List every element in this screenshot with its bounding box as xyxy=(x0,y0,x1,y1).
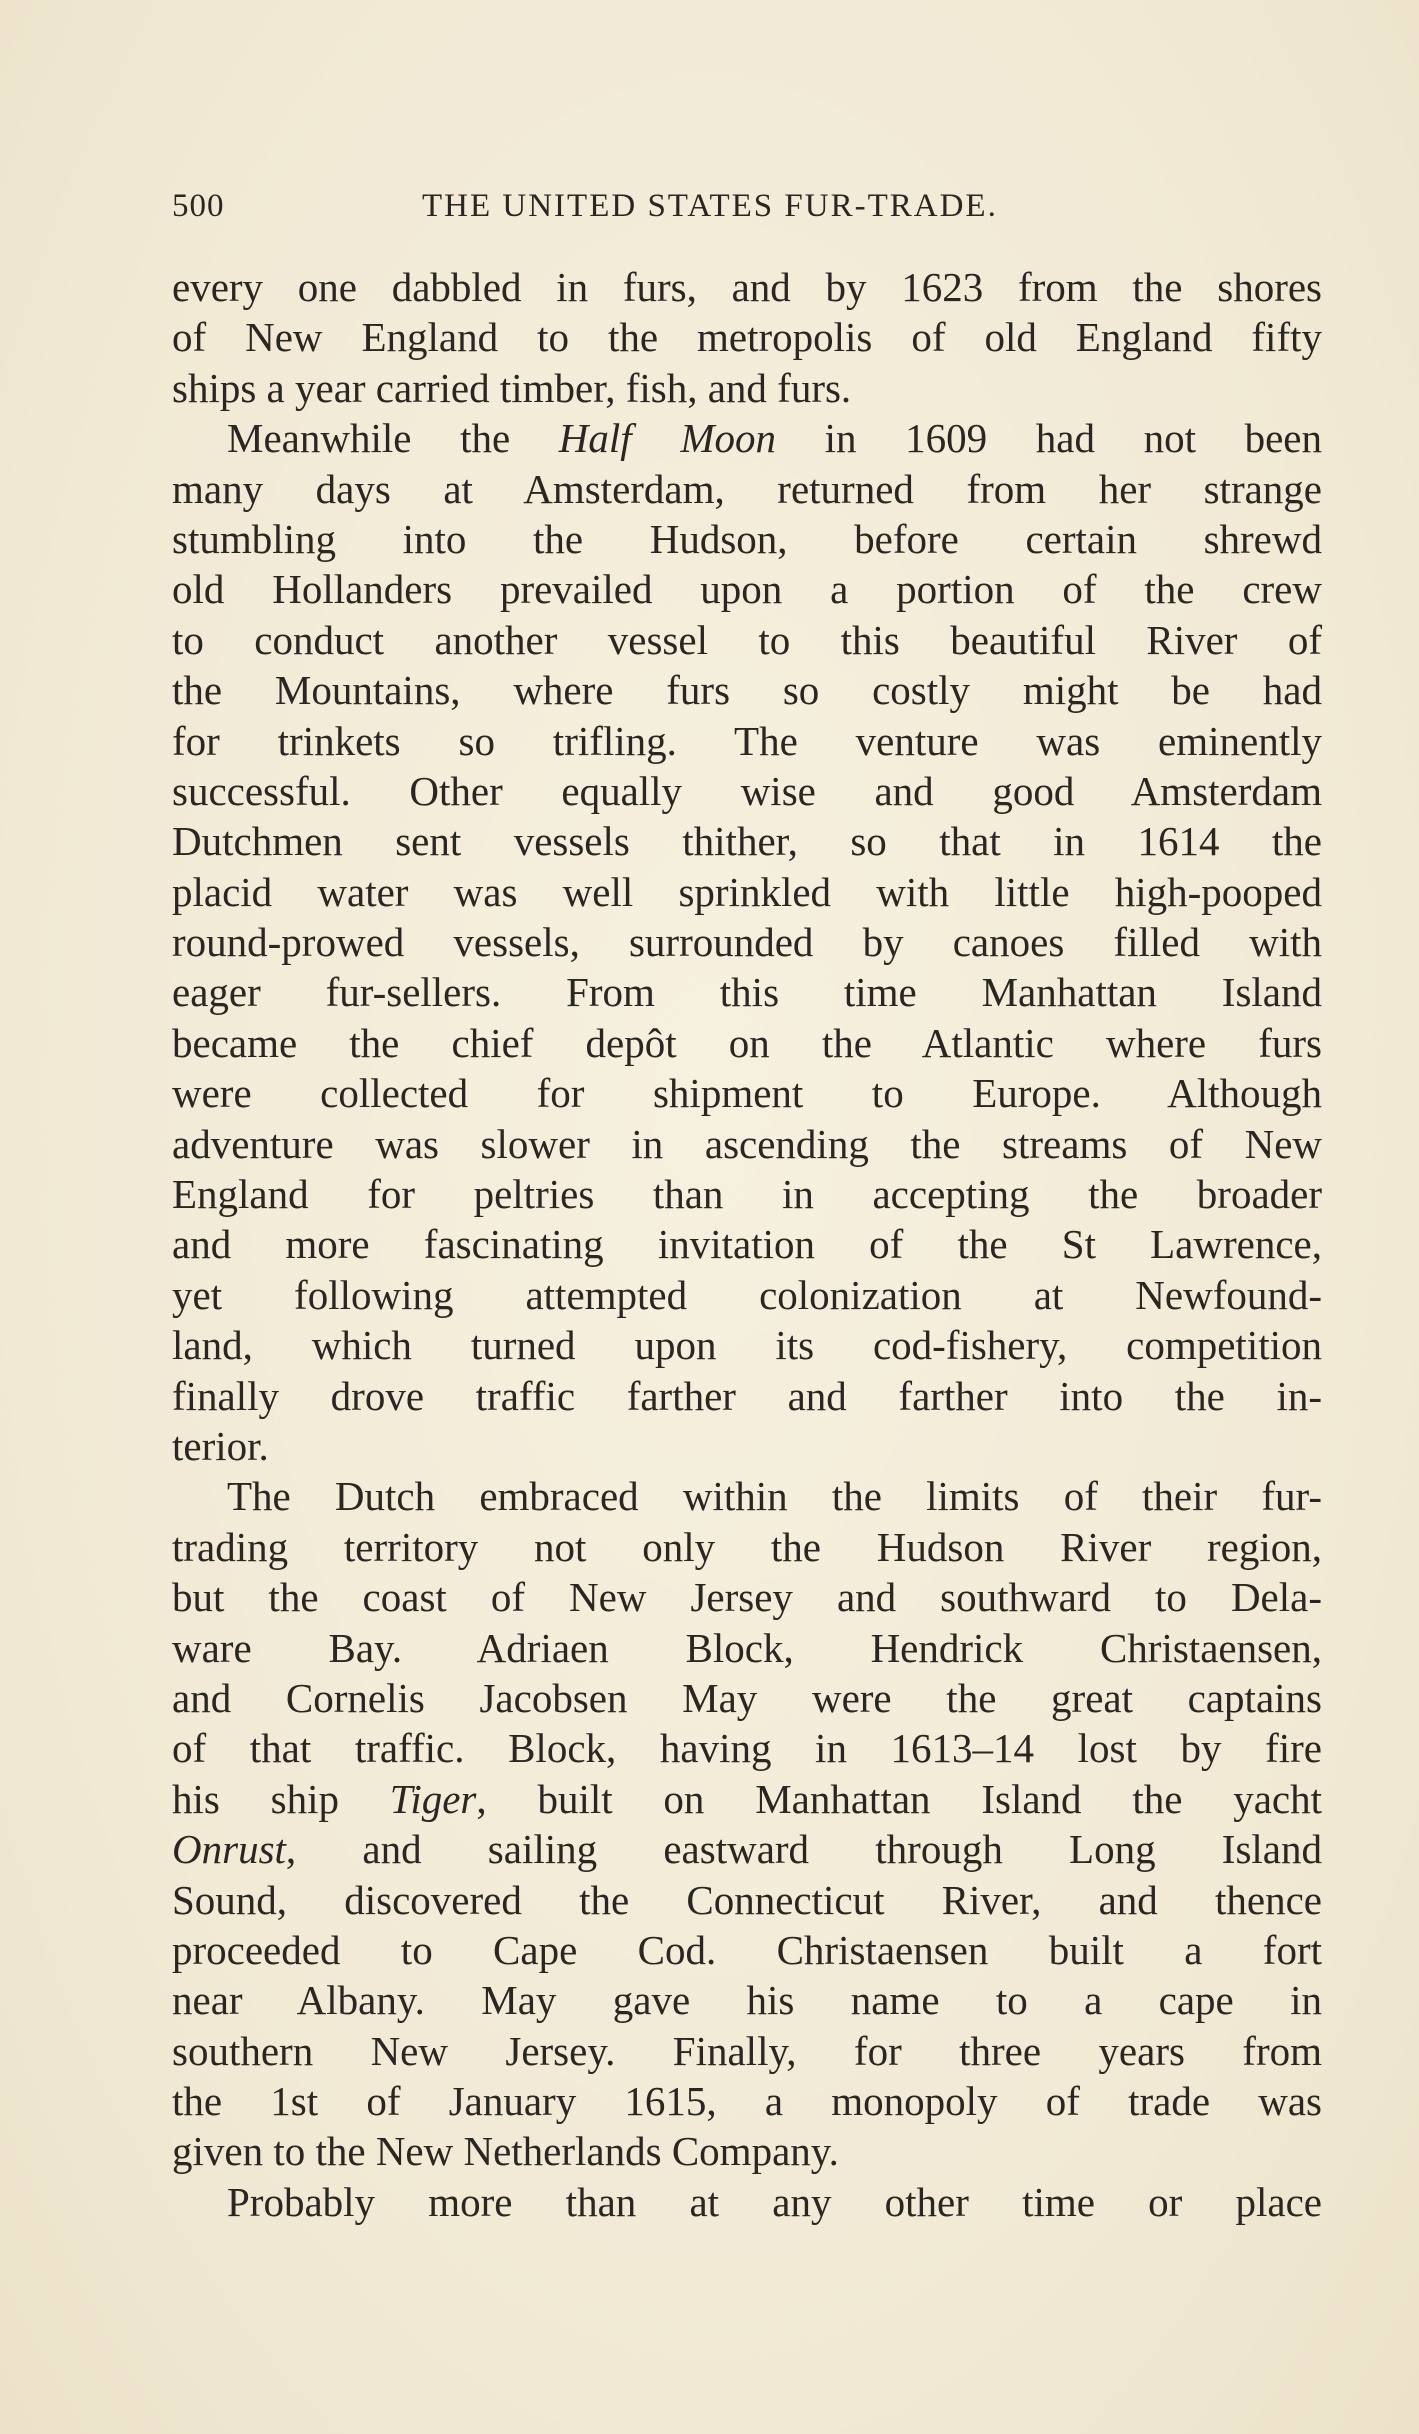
text-line: to conduct another vessel to this beautiful River of xyxy=(172,616,1322,663)
text-line: for trinkets so trifling. The venture was eminently xyxy=(172,717,1322,764)
text-line: eager fur-sellers. From this time Manhattan Island xyxy=(172,969,1322,1016)
text-line: placid water was well sprinkled with little high-pooped xyxy=(172,868,1322,915)
body-text xyxy=(172,262,1322,2227)
text-line: every one dabbled in furs, and by 1623 from the shores xyxy=(172,264,1322,310)
running-title: THE UNITED STATES FUR-TRADE. xyxy=(422,188,998,224)
text-line: land, which turned upon its cod-fishery, competition xyxy=(172,1322,1322,1369)
italic-ship-name: Onrust xyxy=(172,1826,286,1873)
text-line: old Hollanders prevailed upon a portion of the crew xyxy=(172,566,1322,613)
text-line: and more fascinating invitation of the St Lawrence, xyxy=(172,1221,1322,1268)
text-line: the Mountains, where furs so costly might be had xyxy=(172,667,1322,714)
text-line: became the chief depôt on the Atlantic where furs xyxy=(172,1019,1322,1066)
text-line: stumbling into the Hudson, before certain shrewd xyxy=(172,515,1322,562)
text-line: of New England to the metropolis of old England fifty xyxy=(172,314,1322,361)
text-line: of that traffic. Block, having in 1613–14 lost by fire xyxy=(172,1725,1322,1772)
text-line: Onrust, and sailing eastward through Long Island xyxy=(172,1826,1322,1873)
text-line: proceeded to Cape Cod. Christaensen built a fort xyxy=(172,1926,1322,1973)
italic-ship-name: Half Moon xyxy=(558,415,776,462)
text-line: round-prowed vessels, surrounded by canoes filled with xyxy=(172,919,1322,966)
text-line: were collected for shipment to Europe. Although xyxy=(172,1070,1322,1117)
italic-ship-name: Tiger xyxy=(389,1775,477,1822)
text-line: ships a year carried timber, fish, and furs. xyxy=(172,364,852,411)
text-line: Probably more than at any other time or place xyxy=(227,2178,1322,2225)
text-line: The Dutch embraced within the limits of their fur- xyxy=(227,1473,1322,1520)
text-line: but the coast of New Jersey and southward to Dela- xyxy=(172,1574,1322,1621)
text-line: Sound, discovered the Connecticut River, and thence xyxy=(172,1876,1322,1923)
text-line: given to the New Netherlands Company. xyxy=(172,2128,839,2175)
text-line: and Cornelis Jacobsen May were the great captains xyxy=(172,1674,1322,1721)
text-line: near Albany. May gave his name to a cape in xyxy=(172,1977,1322,2024)
page-number: 500 xyxy=(172,188,225,224)
text-line: yet following attempted colonization at Newfound- xyxy=(172,1271,1322,1318)
text-line: successful. Other equally wise and good Amsterdam xyxy=(172,767,1322,814)
text-line: England for peltries than in accepting the broader xyxy=(172,1171,1322,1218)
text-line: southern New Jersey. Finally, for three years from xyxy=(172,2027,1322,2074)
text-line: the 1st of January 1615, a monopoly of trade was xyxy=(172,2078,1322,2125)
text-line: trading territory not only the Hudson River region, xyxy=(172,1523,1322,1570)
page-header xyxy=(172,188,1322,238)
text-line: Dutchmen sent vessels thither, so that in 1614 the xyxy=(172,818,1322,865)
text-line: ware Bay. Adriaen Block, Hendrick Christaensen, xyxy=(172,1624,1322,1671)
text-line: many days at Amsterdam, returned from her strange xyxy=(172,465,1322,512)
text-line: terior. xyxy=(172,1422,269,1469)
text-line: adventure was slower in ascending the streams of New xyxy=(172,1120,1322,1167)
text-line: finally drove traffic farther and farther into the in- xyxy=(172,1372,1322,1419)
text-line: his ship Tiger, built on Manhattan Island the yacht xyxy=(172,1775,1322,1822)
text-line: Meanwhile the Half Moon in 1609 had not been xyxy=(227,415,1323,462)
